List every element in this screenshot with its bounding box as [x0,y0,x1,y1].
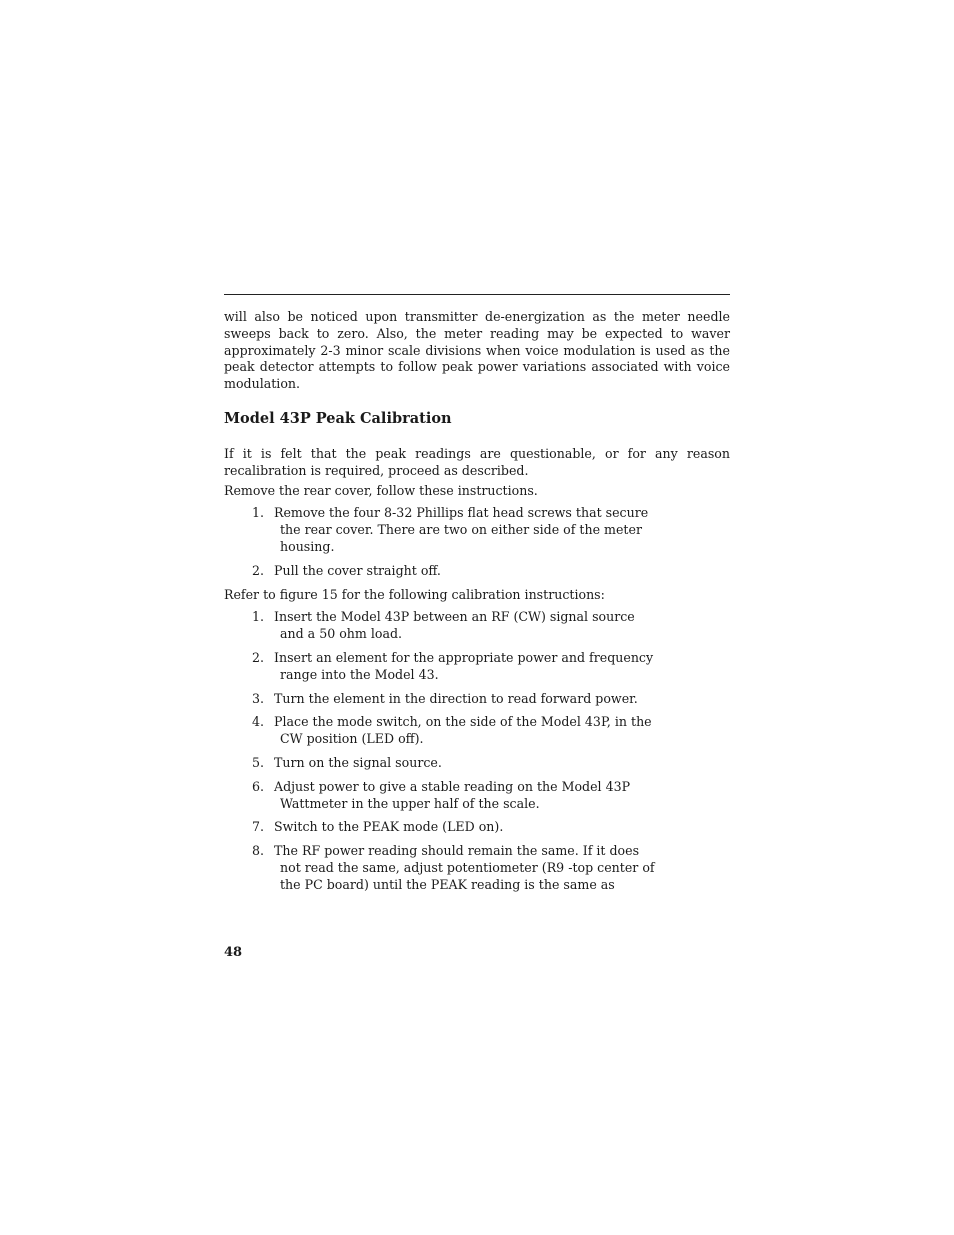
continuation-paragraph: will also be noticed upon transmitter de-energization as the meter needle sweeps back to zero. Also, the meter reading may be expected to waver approximately 2-3 minor scale divisions when voice modulation is used as the peak detector attempts to follow peak power variations associated with voice modulation. [224,309,730,392]
section-heading: Model 43P Peak Calibration [224,409,452,427]
list-item [224,563,660,580]
step-text: Adjust power to give a stable reading on the Model 43P Wattmeter in the upper half of the scale. [274,778,631,811]
page-number: 48 [224,945,243,960]
remove-cover-paragraph: Remove the rear cover, follow these instructions. [224,482,538,498]
refer-paragraph: Refer to figure 15 for the following calibration instructions: [224,586,605,602]
step-text: Turn the element in the direction to read forward power. [274,690,638,706]
list-item [224,755,660,772]
step-text: Place the mode switch, on the side of the Model 43P, in the CW position (LED off). [274,714,652,747]
header-rule [224,294,730,295]
cover-steps-list [224,505,730,579]
step-number: 2. [252,562,265,578]
step-number: 4. [252,714,265,730]
step-number: 1. [252,505,265,521]
list-item [224,691,660,708]
list-item [224,650,660,684]
step-text: Remove the four 8-32 Phillips flat head screws that secure the rear cover. There are two on either side of the meter housing. [274,505,649,554]
step-text: Turn on the signal source. [274,754,442,770]
calibration-steps-list [224,609,730,893]
step-number: 8. [252,843,265,859]
step-number: 2. [252,649,265,665]
page-content [224,294,730,901]
step-number: 7. [252,819,265,835]
step-number: 1. [252,609,265,625]
step-number: 5. [252,754,265,770]
list-item [224,843,660,893]
list-item [224,609,660,643]
step-text: Pull the cover straight off. [274,562,441,578]
step-text: Insert an element for the appropriate power and frequency range into the Model 43. [274,649,654,682]
list-item [224,779,660,813]
list-item [224,819,660,836]
step-text: The RF power reading should remain the same. If it does not read the same, adjust potentiometer (R9 -top center of the PC board) until the PEAK reading is the same as [274,843,655,892]
step-text: Switch to the PEAK mode (LED on). [274,819,504,835]
list-item [224,714,660,748]
step-text: Insert the Model 43P between an RF (CW) signal source and a 50 ohm load. [274,609,635,642]
intro-paragraph: If it is felt that the peak readings are questionable, or for any reason recalibration is required, proceed as described. [224,445,730,478]
list-item [224,505,660,555]
step-number: 6. [252,778,265,794]
step-number: 3. [252,690,265,706]
